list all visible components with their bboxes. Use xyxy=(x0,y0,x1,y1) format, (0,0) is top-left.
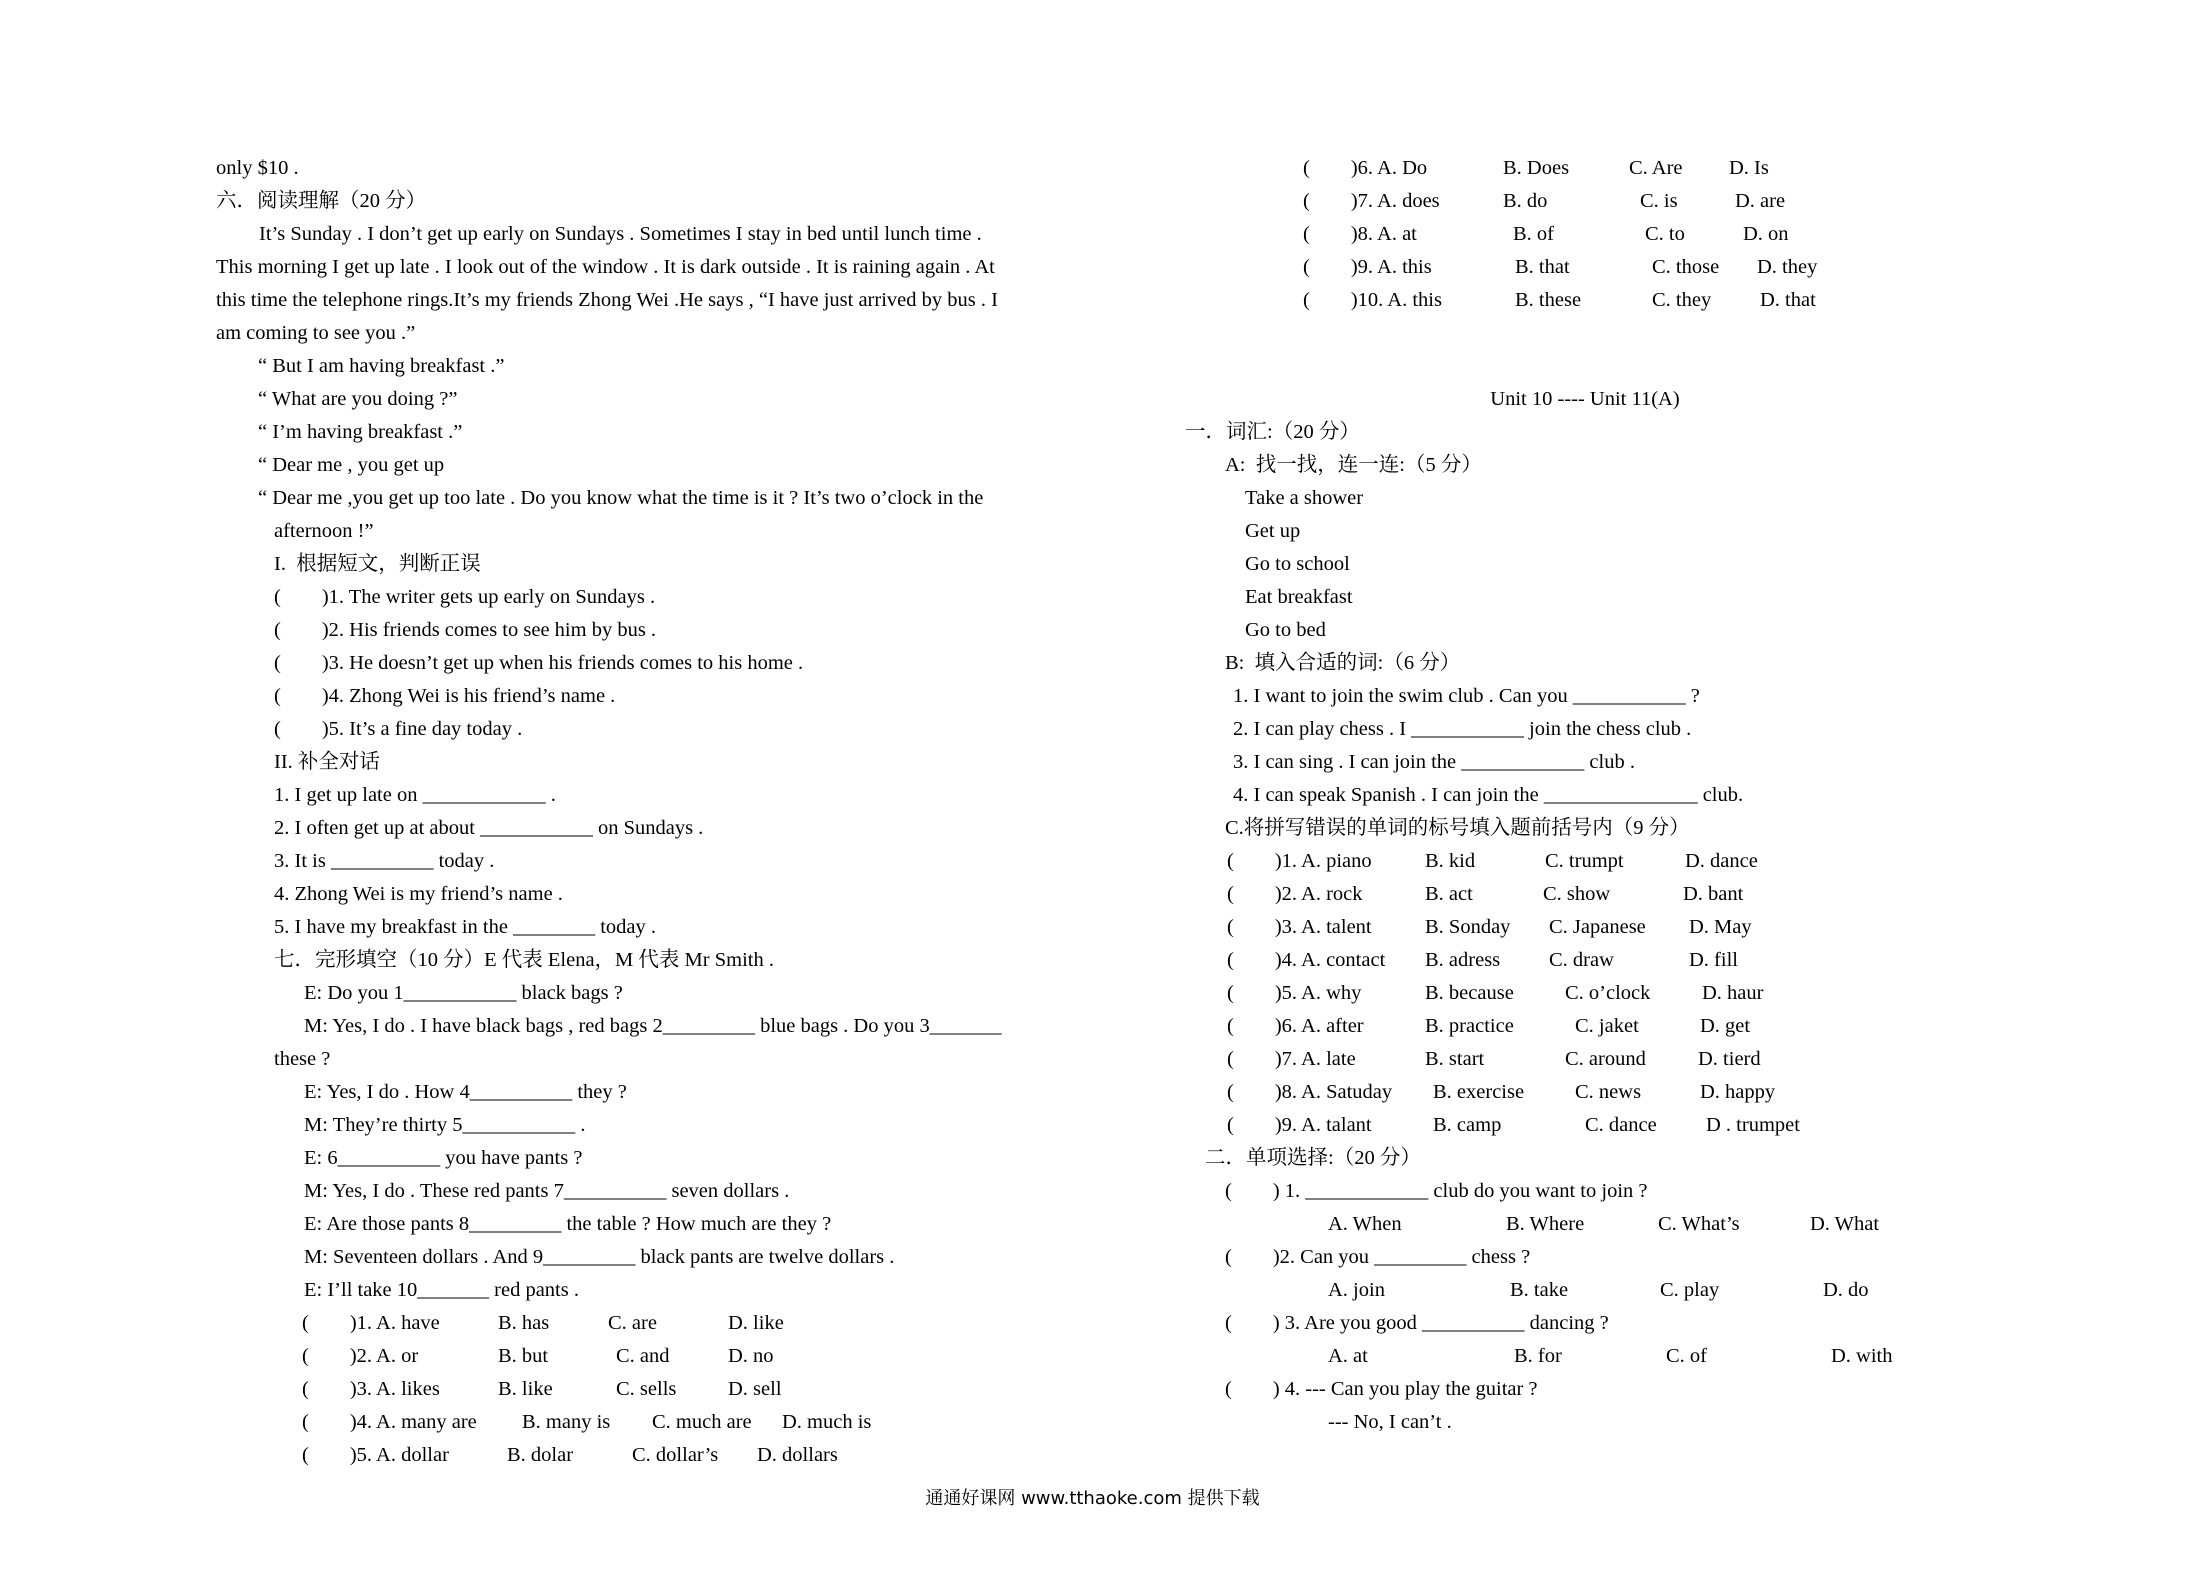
match-item: Eat breakfast xyxy=(1245,586,1353,608)
choice-row: ( )8. A. at B. of C. to D. on xyxy=(1303,223,1789,245)
question-line: 1. I want to join the swim club . Can you ___________ ? xyxy=(1233,685,1700,707)
cloze-line: E: I’ll take 10_______ red pants . xyxy=(304,1279,579,1301)
question-line: 2. I often get up at about ___________ on Sundays . xyxy=(274,817,704,839)
dialogue-line: “ Dear me ,you get up too late . Do you know what the time is it ? It’s two o’clock in the xyxy=(258,487,984,509)
passage-line: this time the telephone rings.It’s my friends Zhong Wei .He says , “I have just arrived by bus . I xyxy=(216,289,998,311)
section-heading-reading: 六．阅读理解（20 分） xyxy=(216,190,427,212)
question-line: ( )5. It’s a fine day today . xyxy=(274,718,523,740)
choice-row: ( )10. A. this B. these C. they D. that xyxy=(1303,289,1816,311)
section-heading-cloze: 七．完形填空（10 分）E 代表 Elena，M 代表 Mr Smith . xyxy=(274,949,774,971)
question-line: ( )2. His friends comes to see him by bus . xyxy=(274,619,657,641)
dialogue-line: “ What are you doing ?” xyxy=(258,388,458,410)
choice-row: ( )6. A. after B. practice C. jaket D. get xyxy=(1227,1015,1751,1037)
unit-title: Unit 10 ---- Unit 11(A) xyxy=(1490,388,1680,410)
question-line: 4. I can speak Spanish . I can join the _______________ club. xyxy=(1233,784,1744,806)
choice-row: ( )9. A. this B. that C. those D. they xyxy=(1303,256,1818,278)
question-line: ( ) 1. ____________ club do you want to join ? xyxy=(1225,1180,1648,1202)
choice-row: ( )5. A. dollar B. dolar C. dollar’s D. dollars xyxy=(302,1444,838,1466)
choice-row: ( )9. A. talant B. camp C. dance D . trumpet xyxy=(1227,1114,1800,1136)
cloze-line: these ? xyxy=(274,1048,331,1070)
cloze-line: M: They’re thirty 5___________ . xyxy=(304,1114,586,1136)
choice-row: ( )3. A. likes B. like C. sells D. sell xyxy=(302,1378,782,1400)
choice-row: A. When B. Where C. What’s D. What xyxy=(1328,1213,1880,1235)
choice-row: ( )6. A. Do B. Does C. Are D. Is xyxy=(1303,157,1769,179)
choice-row: ( )7. A. does B. do C. is D. are xyxy=(1303,190,1786,212)
question-line: ( )2. Can you _________ chess ? xyxy=(1225,1246,1531,1268)
section-heading-vocab: 一．词汇:（20 分） xyxy=(1185,421,1360,443)
footer-watermark: 通通好课网 www.tthaoke.com 提供下载 xyxy=(925,1488,1260,1509)
choice-row: ( )2. A. or B. but C. and D. no xyxy=(302,1345,774,1367)
question-line: 2. I can play chess . I ___________ join the chess club . xyxy=(1233,718,1692,740)
cloze-line: M: Seventeen dollars . And 9_________ black pants are twelve dollars . xyxy=(304,1246,895,1268)
choice-row: ( )7. A. late B. start C. around D. tierd xyxy=(1227,1048,1761,1070)
section-heading-choice: 二．单项选择:（20 分） xyxy=(1205,1147,1421,1169)
cloze-line: M: Yes, I do . These red pants 7__________ seven dollars . xyxy=(304,1180,790,1202)
cloze-line: E: Do you 1___________ black bags ? xyxy=(304,982,623,1004)
choice-row: ( )2. A. rock B. act C. show D. bant xyxy=(1227,883,1744,905)
dialogue-line: “ But I am having breakfast .” xyxy=(258,355,505,377)
dialogue-line: afternoon !” xyxy=(274,520,374,542)
question-line: ( )4. Zhong Wei is his friend’s name . xyxy=(274,685,616,707)
left-column xyxy=(216,152,1066,1472)
question-line: --- No, I can’t . xyxy=(1328,1411,1452,1433)
question-line: ( ) 4. --- Can you play the guitar ? xyxy=(1225,1378,1538,1400)
right-column xyxy=(1185,152,1985,1439)
passage-line: It’s Sunday . I don’t get up early on Sundays . Sometimes I stay in bed until lunch time . xyxy=(259,223,982,245)
question-line: 4. Zhong Wei is my friend’s name . xyxy=(274,883,563,905)
question-line: ( ) 3. Are you good __________ dancing ? xyxy=(1225,1312,1609,1334)
question-line: 3. It is __________ today . xyxy=(274,850,495,872)
choice-row: ( )3. A. talent B. Sonday C. Japanese D. May xyxy=(1227,916,1752,938)
question-line: ( )1. The writer gets up early on Sundays . xyxy=(274,586,656,608)
subsection-heading: I. 根据短文，判断正误 xyxy=(274,553,481,575)
dialogue-line: “ Dear me , you get up xyxy=(258,454,445,476)
match-item: Take a shower xyxy=(1245,487,1364,509)
choice-row: ( )1. A. have B. has C. are D. like xyxy=(302,1312,784,1334)
passage-line: This morning I get up late . I look out of the window . It is dark outside . It is raining again . At xyxy=(216,256,995,278)
choice-row: ( )4. A. many are B. many is C. much are D. much is xyxy=(302,1411,872,1433)
choice-row: A. join B. take C. play D. do xyxy=(1328,1279,1869,1301)
dialogue-line: “ I’m having breakfast .” xyxy=(258,421,463,443)
passage-line: am coming to see you .” xyxy=(216,322,416,344)
cloze-line: E: Are those pants 8_________ the table ? How much are they ? xyxy=(304,1213,832,1235)
choice-row: ( )8. A. Satuday B. exercise C. news D. happy xyxy=(1227,1081,1776,1103)
question-line: ( )3. He doesn’t get up when his friends comes to his home . xyxy=(274,652,804,674)
text-line: only $10 . xyxy=(216,157,299,179)
subsection-heading: A: 找一找，连一连:（5 分） xyxy=(1225,454,1482,476)
subsection-heading: C.将拼写错误的单词的标号填入题前括号内（9 分） xyxy=(1225,817,1690,839)
cloze-line: M: Yes, I do . I have black bags , red bags 2_________ blue bags . Do you 3_______ xyxy=(304,1015,1002,1037)
match-item: Go to bed xyxy=(1245,619,1326,641)
choice-row: A. at B. for C. of D. with xyxy=(1328,1345,1893,1367)
question-line: 3. I can sing . I can join the ____________ club . xyxy=(1233,751,1635,773)
choice-row: ( )4. A. contact B. adress C. draw D. fill xyxy=(1227,949,1738,971)
question-line: 5. I have my breakfast in the ________ today . xyxy=(274,916,657,938)
match-item: Go to school xyxy=(1245,553,1350,575)
question-line: 1. I get up late on ____________ . xyxy=(274,784,556,806)
match-item: Get up xyxy=(1245,520,1301,542)
subsection-heading: B: 填入合适的词:（6 分） xyxy=(1225,652,1461,674)
cloze-line: E: Yes, I do . How 4__________ they ? xyxy=(304,1081,627,1103)
cloze-line: E: 6__________ you have pants ? xyxy=(304,1147,583,1169)
subsection-heading: II. 补全对话 xyxy=(274,751,380,773)
choice-row: ( )1. A. piano B. kid C. trumpt D. dance xyxy=(1227,850,1758,872)
choice-row: ( )5. A. why B. because C. o’clock D. haur xyxy=(1227,982,1764,1004)
